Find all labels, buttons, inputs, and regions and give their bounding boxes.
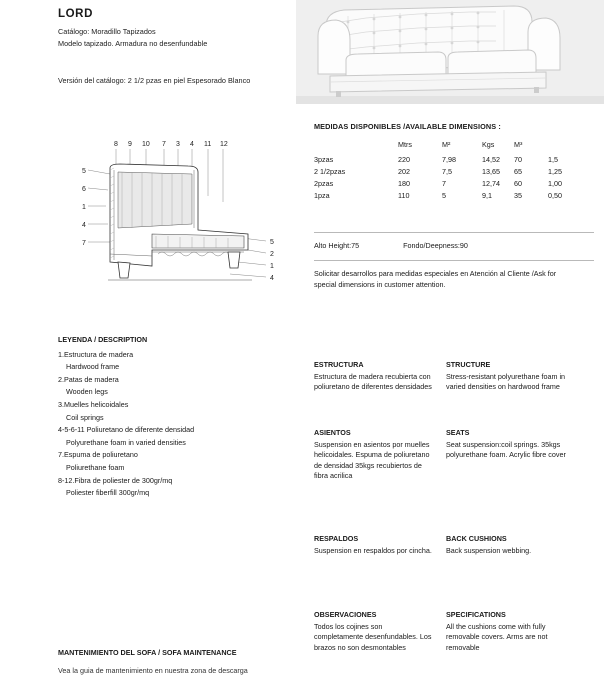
- col-header-m3: M³: [514, 140, 523, 149]
- legend-item: Polyurethane foam in varied densities: [66, 437, 186, 447]
- spec-en-title: SEATS: [446, 428, 470, 437]
- label-right-5: 5: [270, 239, 274, 246]
- cell-m2: 7,98: [442, 154, 456, 164]
- cell-m3: 0,50: [548, 191, 562, 201]
- height-depth-line: [314, 241, 468, 250]
- cell-kgs: 12,74: [482, 178, 500, 188]
- catalog-line: Catálogo: Moradillo Tapizados: [58, 27, 156, 36]
- label-right-2: 2: [270, 251, 274, 258]
- col-header-kgs: Kgs: [482, 140, 495, 149]
- cell-extra: 65: [514, 166, 522, 176]
- cell-extra: 35: [514, 191, 522, 201]
- spec-es-asientos: [314, 428, 432, 482]
- legend-item: Coil springs: [66, 412, 104, 422]
- label-right-1: 1: [270, 263, 274, 270]
- cell-name: 1pza: [314, 191, 330, 201]
- depth-value: Fondo/Deepness:90: [403, 241, 468, 250]
- cell-kgs: 13,65: [482, 166, 500, 176]
- label-11: 11: [204, 141, 212, 148]
- spec-en-title: SPECIFICATIONS: [446, 610, 506, 619]
- spec-en-back-cushions: [446, 534, 566, 556]
- spec-es-title: RESPALDOS: [314, 534, 359, 543]
- legend-item: 1.Estructura de madera: [58, 349, 134, 359]
- spec-en-body: All the cushions come with fully removable covers. Arms are not removable: [446, 621, 548, 652]
- legend-item: 4-5-6-11 Poliuretano de diferente densidad: [58, 425, 195, 435]
- spec-es-title: ESTRUCTURA: [314, 360, 364, 369]
- catalog-version-line: Versión del catálogo: 2 1/2 pzas en piel Espesorado Blanco: [58, 76, 251, 85]
- col-header-name: [314, 140, 398, 153]
- spec-en-structure: [446, 360, 566, 393]
- col-header-mtrs: Mtrs: [398, 140, 412, 149]
- label-left-7: 7: [82, 240, 86, 247]
- label-12: 12: [220, 141, 228, 148]
- cell-m3: 1,5: [548, 154, 558, 164]
- spec-en-body: Stress-resistant polyurethane foam in varied densities on hardwood frame: [446, 371, 566, 392]
- legend-block: [58, 334, 288, 500]
- spec-es-body: Todos los cojines son completamente desenfundables. Los brazos no son desmontables: [314, 621, 432, 652]
- legend-item: Wooden legs: [66, 387, 108, 397]
- spec-en-title: BACK CUSHIONS: [446, 534, 507, 543]
- dimensions-table: [314, 140, 586, 202]
- legend-item: 2.Patas de madera: [58, 374, 119, 384]
- catalog-meta: [58, 26, 207, 49]
- cell-m3: 1,25: [548, 166, 562, 176]
- label-left-1: 1: [82, 204, 86, 211]
- label-3: 3: [176, 141, 180, 148]
- height-value: Alto Height:75: [314, 241, 360, 250]
- cell-m2: 7: [442, 178, 446, 188]
- spec-en-body: Back suspension webbing.: [446, 545, 532, 555]
- spec-es-observaciones: [314, 610, 432, 653]
- label-left-4: 4: [82, 222, 86, 229]
- cell-extra: 60: [514, 178, 522, 188]
- cell-m3: 1,00: [548, 178, 562, 188]
- label-left-6: 6: [82, 186, 86, 193]
- spec-en-specifications: [446, 610, 566, 653]
- spec-es-title: OBSERVACIONES: [314, 610, 377, 619]
- spec-en-title: STRUCTURE: [446, 360, 491, 369]
- label-9: 9: [128, 141, 132, 148]
- spec-en-seats: [446, 428, 566, 461]
- dimensions-block: [314, 122, 594, 202]
- legend-item: Hardwood frame: [66, 362, 120, 372]
- spec-es-estructura: [314, 360, 432, 393]
- technical-drawing: [52, 138, 292, 298]
- cell-kgs: 9,1: [482, 191, 492, 201]
- table-row: [314, 177, 586, 189]
- spec-es-title: ASIENTOS: [314, 428, 351, 437]
- label-4: 4: [190, 141, 194, 148]
- cell-kgs: 14,52: [482, 154, 500, 164]
- spec-en-body: Seat suspension:coil springs. 35kgs polyurethane foam. Acrylic fibre cover: [446, 439, 566, 460]
- cell-mtrs: 110: [398, 191, 410, 201]
- divider-above-height: [314, 232, 594, 233]
- cell-name: 3pzas: [314, 154, 334, 164]
- label-8: 8: [114, 141, 118, 148]
- spec-es-body: Suspension en asientos por muelles helicoidales. Espuma de poliuretano de densidad 35kgs recubiertos de fibra acrilica: [314, 439, 430, 481]
- sofa-cutaway-diagram: [52, 138, 292, 298]
- legend-item: 7.Espuma de poliuretano: [58, 450, 138, 460]
- label-left-5: 5: [82, 168, 86, 175]
- spec-es-respaldos: [314, 534, 432, 556]
- cell-name: 2 1/2pzas: [314, 166, 346, 176]
- cell-mtrs: 180: [398, 178, 410, 188]
- legend-item: Poliurethane foam: [66, 462, 125, 472]
- cell-m2: 7,5: [442, 166, 452, 176]
- table-row: [314, 153, 586, 165]
- legend-heading: LEYENDA / DESCRIPTION: [58, 335, 148, 344]
- spec-es-body: Estructura de madera recubierta con poliuretano de diferentes densidades: [314, 371, 432, 392]
- sofa-photo-illustration: [296, 0, 604, 104]
- page-title: LORD: [58, 8, 93, 20]
- dimensions-heading: MEDIDAS DISPONIBLES /AVAILABLE DIMENSIONS :: [314, 122, 501, 131]
- maintenance-body: Vea la guia de mantenimiento en nuestra zona de descarga: [58, 666, 248, 675]
- legend-item: 8-12.Fibra de poliester de 300gr/mq: [58, 475, 173, 485]
- cell-mtrs: 220: [398, 154, 410, 164]
- maintenance-title: MANTENIMIENTO DEL SOFA / SOFA MAINTENANCE: [58, 648, 237, 657]
- cell-name: 2pzas: [314, 178, 334, 188]
- label-10: 10: [142, 141, 150, 148]
- spec-es-body: Suspension en respaldos por cincha.: [314, 545, 432, 555]
- product-photo: [296, 0, 604, 104]
- legend-item: Poliester fiberfill 300gr/mq: [66, 488, 150, 498]
- cell-extra: 70: [514, 154, 522, 164]
- table-header-row: [314, 140, 586, 153]
- cell-mtrs: 202: [398, 166, 410, 176]
- table-row: [314, 190, 586, 202]
- table-row: [314, 165, 586, 177]
- label-7: 7: [162, 141, 166, 148]
- special-dimensions-note: Solicitar desarrollos para medidas especiales en Atención al Cliente /Ask for special dimensions in customer attention.: [314, 269, 557, 289]
- label-right-4: 4: [270, 275, 274, 282]
- cell-m2: 5: [442, 191, 446, 201]
- legend-item: 3.Muelles helicoidales: [58, 399, 129, 409]
- model-line: Modelo tapizado. Armadura no desenfundable: [58, 38, 208, 48]
- col-header-m2: M²: [442, 140, 451, 149]
- divider-below-height: [314, 260, 594, 261]
